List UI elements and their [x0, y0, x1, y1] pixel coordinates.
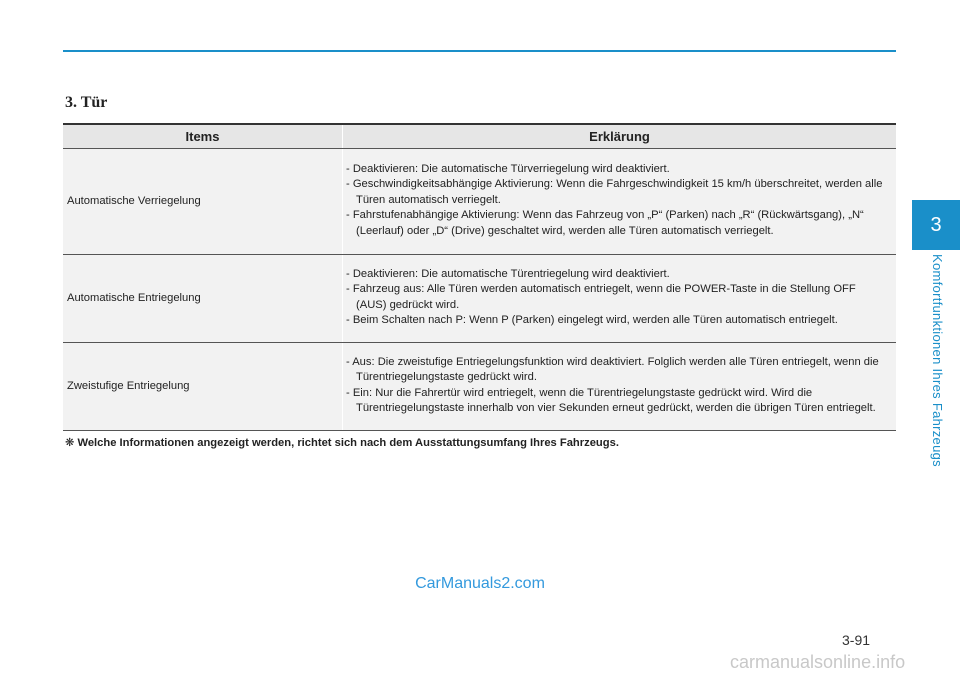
description-line: - Deaktivieren: Die automatische Türentriegelung wird deaktiviert.: [346, 267, 670, 280]
chapter-tab: 3: [912, 200, 960, 250]
footer-site-watermark: carmanualsonline.info: [730, 652, 906, 672]
item-cell: Automatische Entriegelung: [63, 255, 343, 343]
top-rule: [63, 50, 896, 52]
table-row: [63, 255, 896, 343]
description-cell: [343, 149, 897, 255]
description-line: - Fahrzeug aus: Alle Türen werden automatisch entriegelt, wenn die POWER-Taste in die Stellung OFF (AUS) gedrückt wird.: [346, 283, 856, 311]
description-line: - Aus: Die zweistufige Entriegelungsfunktion wird deaktiviert. Folglich werden alle Türen entriegelt, wenn die Türentriegelungstaste gedrückt wird.: [346, 355, 879, 383]
equipment-note: ❋ Welche Informationen angezeigt werden, richtet sich nach dem Ausstattungsumfang Ihres Fahrzeugs.: [65, 437, 619, 449]
description-cell: [343, 343, 897, 431]
section-title: 3. Tür: [65, 94, 108, 111]
page-number: 3-91: [842, 632, 871, 648]
description-line: - Deaktivieren: Die automatische Türverriegelung wird deaktiviert.: [346, 162, 670, 175]
description-line: - Beim Schalten nach P: Wenn P (Parken) eingelegt wird, werden alle Türen automatisch entriegelt.: [346, 314, 838, 326]
item-cell: Automatische Verriegelung: [63, 149, 343, 255]
item-cell: Zweistufige Entriegelung: [63, 343, 343, 431]
table-row: [63, 149, 896, 255]
description-line: - Ein: Nur die Fahrertür wird entriegelt, wenn die Türentriegelungstaste gedrückt wird. Wird die Türentriegelungstaste innerhalb von vier Sekunden erneut gedrückt, werden die übrigen Türen entriegelt.: [346, 386, 876, 414]
table-header-row: [63, 124, 896, 149]
watermark: CarManuals2.com: [415, 575, 545, 592]
header-erklaerung: Erklärung: [343, 124, 897, 149]
chapter-label: Komfortfunktionen Ihres Fahrzeugs: [930, 254, 945, 467]
description-cell: [343, 255, 897, 343]
description-line: - Geschwindigkeitsabhängige Aktivierung: Wenn die Fahrgeschwindigkeit 15 km/h überschreitet, werden alle Türen automatisch verriegelt.: [346, 178, 883, 206]
settings-table: [63, 123, 896, 431]
table-row: [63, 343, 896, 431]
description-line: - Fahrstufenabhängige Aktivierung: Wenn das Fahrzeug von „P“ (Parken) nach „R“ (Rückwärtsgang), „N“ (Leerlauf) oder „D“ (Drive) geschaltet wird, werden alle Türen automatisch verriegelt.: [346, 209, 864, 237]
header-items: Items: [63, 124, 343, 149]
